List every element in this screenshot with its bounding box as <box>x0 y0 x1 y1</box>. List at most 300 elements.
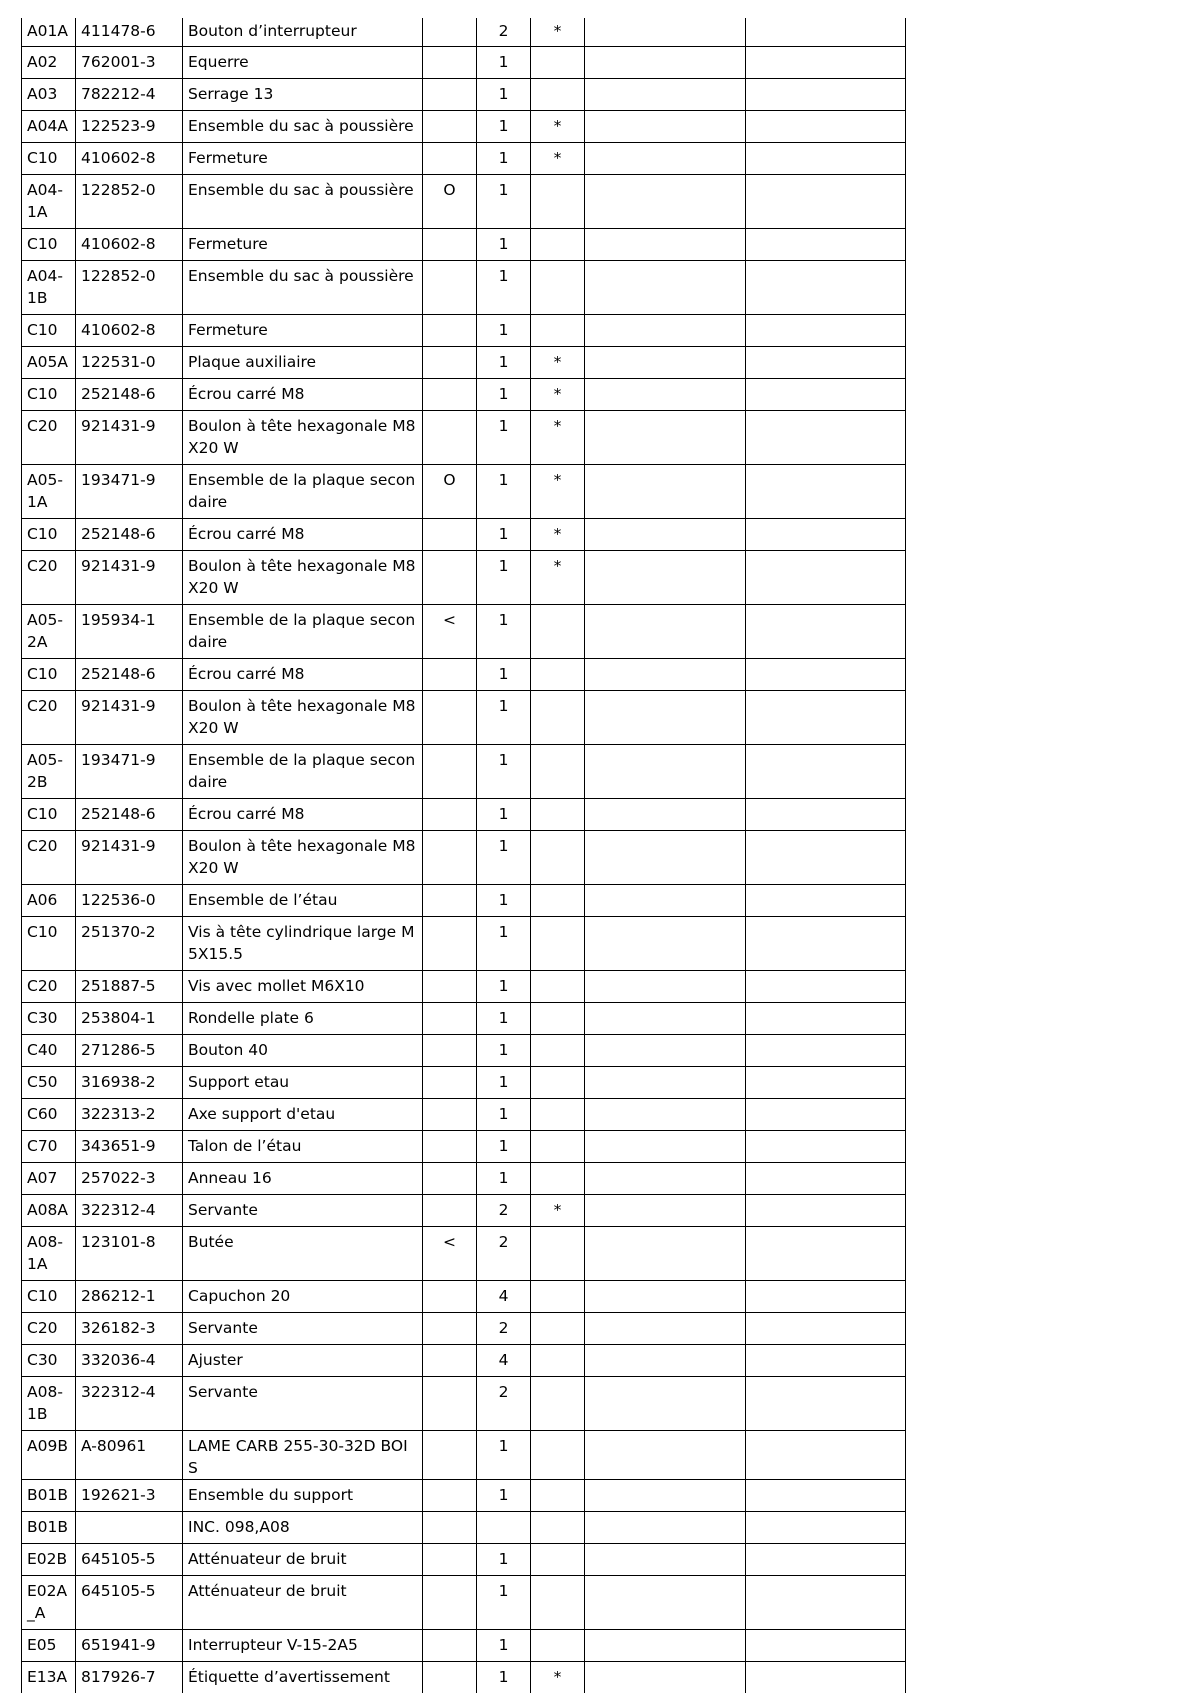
blank-cell <box>585 1226 746 1280</box>
blank-cell <box>746 830 906 884</box>
quantity-cell: 2 <box>477 1226 531 1280</box>
option-cell <box>423 1066 477 1098</box>
item-no-cell: A04A <box>22 110 76 142</box>
description-cell: Ensemble du sac à poussière <box>183 174 423 228</box>
blank-cell <box>585 228 746 260</box>
quantity-cell: 1 <box>477 1430 531 1479</box>
blank-cell <box>585 378 746 410</box>
quantity-cell <box>477 1511 531 1543</box>
item-no-cell: C10 <box>22 142 76 174</box>
option-cell: O <box>423 174 477 228</box>
blank-cell <box>746 550 906 604</box>
quantity-cell: 1 <box>477 46 531 78</box>
note-cell <box>531 884 585 916</box>
item-no-cell: A07 <box>22 1162 76 1194</box>
item-no-cell: A08-1B <box>22 1376 76 1430</box>
item-no-cell: A09B <box>22 1430 76 1479</box>
note-cell <box>531 1376 585 1430</box>
option-cell <box>423 1376 477 1430</box>
quantity-cell: 1 <box>477 464 531 518</box>
option-cell <box>423 1098 477 1130</box>
part-no-cell: 410602-8 <box>76 314 183 346</box>
note-cell <box>531 1226 585 1280</box>
table-row <box>22 690 906 744</box>
part-no-cell: 410602-8 <box>76 142 183 174</box>
blank-cell <box>746 1430 906 1479</box>
item-no-cell: A02 <box>22 46 76 78</box>
table-row <box>22 1162 906 1194</box>
item-no-cell: C20 <box>22 1312 76 1344</box>
blank-cell <box>746 174 906 228</box>
blank-cell <box>746 1002 906 1034</box>
part-no-cell: 411478-6 <box>76 18 183 46</box>
part-no-cell: 316938-2 <box>76 1066 183 1098</box>
blank-cell <box>585 260 746 314</box>
note-cell <box>531 1066 585 1098</box>
quantity-cell: 1 <box>477 884 531 916</box>
item-no-cell: B01B <box>22 1511 76 1543</box>
note-cell <box>531 1479 585 1511</box>
item-no-cell: C10 <box>22 916 76 970</box>
note-cell <box>531 1575 585 1629</box>
option-cell: O <box>423 464 477 518</box>
note-cell: * <box>531 1194 585 1226</box>
quantity-cell: 1 <box>477 346 531 378</box>
description-cell: LAME CARB 255-30-32D BOIS <box>183 1430 423 1479</box>
blank-cell <box>585 916 746 970</box>
item-no-cell: A01A <box>22 18 76 46</box>
blank-cell <box>585 18 746 46</box>
table-row <box>22 744 906 798</box>
part-no-cell: 252148-6 <box>76 798 183 830</box>
item-no-cell: C20 <box>22 690 76 744</box>
blank-cell <box>585 1034 746 1066</box>
blank-cell <box>746 142 906 174</box>
part-no-cell: 122531-0 <box>76 346 183 378</box>
blank-cell <box>746 1629 906 1661</box>
option-cell <box>423 228 477 260</box>
description-cell: Ensemble de la plaque secondaire <box>183 604 423 658</box>
blank-cell <box>585 604 746 658</box>
option-cell <box>423 830 477 884</box>
blank-cell <box>746 1376 906 1430</box>
description-cell: Plaque auxiliaire <box>183 346 423 378</box>
quantity-cell: 1 <box>477 1543 531 1575</box>
blank-cell <box>585 690 746 744</box>
note-cell <box>531 830 585 884</box>
table-row <box>22 604 906 658</box>
blank-cell <box>746 228 906 260</box>
table-row <box>22 1575 906 1629</box>
item-no-cell: C10 <box>22 314 76 346</box>
part-no-cell: 251887-5 <box>76 970 183 1002</box>
blank-cell <box>746 970 906 1002</box>
note-cell <box>531 690 585 744</box>
option-cell: < <box>423 604 477 658</box>
quantity-cell: 1 <box>477 690 531 744</box>
item-no-cell: C60 <box>22 1098 76 1130</box>
quantity-cell: 1 <box>477 260 531 314</box>
part-no-cell: 257022-3 <box>76 1162 183 1194</box>
description-cell: Boulon à tête hexagonale M8X20 W <box>183 410 423 464</box>
blank-cell <box>746 346 906 378</box>
part-no-cell: 252148-6 <box>76 658 183 690</box>
note-cell: * <box>531 110 585 142</box>
item-no-cell: C70 <box>22 1130 76 1162</box>
note-cell: * <box>531 1661 585 1693</box>
note-cell <box>531 970 585 1002</box>
note-cell <box>531 1098 585 1130</box>
blank-cell <box>585 798 746 830</box>
option-cell <box>423 744 477 798</box>
quantity-cell: 1 <box>477 410 531 464</box>
table-row <box>22 1376 906 1430</box>
quantity-cell: 1 <box>477 744 531 798</box>
note-cell <box>531 78 585 110</box>
option-cell <box>423 884 477 916</box>
description-cell: Étiquette d’avertissement <box>183 1661 423 1693</box>
blank-cell <box>746 518 906 550</box>
quantity-cell: 1 <box>477 658 531 690</box>
part-no-cell: 343651-9 <box>76 1130 183 1162</box>
description-cell: Bouton d’interrupteur <box>183 18 423 46</box>
table-row <box>22 1002 906 1034</box>
quantity-cell: 1 <box>477 228 531 260</box>
table-row <box>22 798 906 830</box>
quantity-cell: 2 <box>477 18 531 46</box>
part-no-cell: 651941-9 <box>76 1629 183 1661</box>
part-no-cell: 192621-3 <box>76 1479 183 1511</box>
item-no-cell: C10 <box>22 1280 76 1312</box>
blank-cell <box>746 916 906 970</box>
option-cell <box>423 1543 477 1575</box>
description-cell: Ensemble de la plaque secondaire <box>183 744 423 798</box>
table-row <box>22 142 906 174</box>
option-cell <box>423 110 477 142</box>
option-cell <box>423 1430 477 1479</box>
note-cell <box>531 1629 585 1661</box>
blank-cell <box>746 1226 906 1280</box>
blank-cell <box>585 1130 746 1162</box>
description-cell: Fermeture <box>183 142 423 174</box>
quantity-cell: 1 <box>477 970 531 1002</box>
option-cell <box>423 314 477 346</box>
blank-cell <box>585 1066 746 1098</box>
quantity-cell: 1 <box>477 1661 531 1693</box>
part-no-cell: 645105-5 <box>76 1575 183 1629</box>
description-cell: Interrupteur V-15-2A5 <box>183 1629 423 1661</box>
part-no-cell: 251370-2 <box>76 916 183 970</box>
blank-cell <box>585 1629 746 1661</box>
quantity-cell: 1 <box>477 110 531 142</box>
table-row <box>22 830 906 884</box>
blank-cell <box>585 1194 746 1226</box>
note-cell <box>531 228 585 260</box>
note-cell: * <box>531 518 585 550</box>
quantity-cell: 1 <box>477 1130 531 1162</box>
option-cell <box>423 378 477 410</box>
table-row <box>22 78 906 110</box>
part-no-cell: 817926-7 <box>76 1661 183 1693</box>
part-no-cell: 122523-9 <box>76 110 183 142</box>
item-no-cell: C20 <box>22 970 76 1002</box>
item-no-cell: C30 <box>22 1344 76 1376</box>
description-cell: Axe support d'etau <box>183 1098 423 1130</box>
table-row <box>22 1226 906 1280</box>
description-cell: Bouton 40 <box>183 1034 423 1066</box>
quantity-cell: 1 <box>477 916 531 970</box>
option-cell <box>423 916 477 970</box>
blank-cell <box>746 798 906 830</box>
table-row <box>22 346 906 378</box>
note-cell <box>531 744 585 798</box>
part-no-cell: 410602-8 <box>76 228 183 260</box>
item-no-cell: C10 <box>22 378 76 410</box>
table-row <box>22 658 906 690</box>
blank-cell <box>746 46 906 78</box>
option-cell <box>423 518 477 550</box>
table-row <box>22 1066 906 1098</box>
item-no-cell: A05-1A <box>22 464 76 518</box>
part-no-cell <box>76 1511 183 1543</box>
blank-cell <box>746 1661 906 1693</box>
blank-cell <box>746 1344 906 1376</box>
quantity-cell: 1 <box>477 142 531 174</box>
blank-cell <box>746 1575 906 1629</box>
quantity-cell: 1 <box>477 1066 531 1098</box>
option-cell <box>423 1312 477 1344</box>
blank-cell <box>585 1312 746 1344</box>
option-cell <box>423 142 477 174</box>
description-cell: Serrage 13 <box>183 78 423 110</box>
blank-cell <box>746 658 906 690</box>
table-row <box>22 1661 906 1693</box>
option-cell <box>423 1194 477 1226</box>
quantity-cell: 1 <box>477 1479 531 1511</box>
description-cell: Ajuster <box>183 1344 423 1376</box>
description-cell: Fermeture <box>183 314 423 346</box>
blank-cell <box>746 1162 906 1194</box>
table-row <box>22 260 906 314</box>
part-no-cell: 322312-4 <box>76 1194 183 1226</box>
part-no-cell: 921431-9 <box>76 830 183 884</box>
description-cell: Écrou carré M8 <box>183 658 423 690</box>
table-row <box>22 550 906 604</box>
table-row <box>22 1034 906 1066</box>
part-no-cell: 193471-9 <box>76 744 183 798</box>
option-cell <box>423 78 477 110</box>
blank-cell <box>585 1543 746 1575</box>
blank-cell <box>746 884 906 916</box>
description-cell: INC. 098,A08 <box>183 1511 423 1543</box>
item-no-cell: C20 <box>22 830 76 884</box>
note-cell: * <box>531 464 585 518</box>
quantity-cell: 1 <box>477 1098 531 1130</box>
part-no-cell: 252148-6 <box>76 378 183 410</box>
part-no-cell: 253804-1 <box>76 1002 183 1034</box>
part-no-cell: 332036-4 <box>76 1344 183 1376</box>
item-no-cell: A08A <box>22 1194 76 1226</box>
part-no-cell: 921431-9 <box>76 410 183 464</box>
table-row <box>22 1194 906 1226</box>
table-row <box>22 916 906 970</box>
part-no-cell: 122852-0 <box>76 260 183 314</box>
table-row <box>22 18 906 46</box>
note-cell <box>531 46 585 78</box>
part-no-cell: 782212-4 <box>76 78 183 110</box>
description-cell: Talon de l’étau <box>183 1130 423 1162</box>
description-cell: Écrou carré M8 <box>183 798 423 830</box>
part-no-cell: 322312-4 <box>76 1376 183 1430</box>
blank-cell <box>746 1479 906 1511</box>
description-cell: Servante <box>183 1194 423 1226</box>
option-cell <box>423 798 477 830</box>
table-row <box>22 1098 906 1130</box>
part-no-cell: 645105-5 <box>76 1543 183 1575</box>
blank-cell <box>746 1543 906 1575</box>
blank-cell <box>585 884 746 916</box>
description-cell: Ensemble du sac à poussière <box>183 260 423 314</box>
quantity-cell: 2 <box>477 1194 531 1226</box>
blank-cell <box>585 1162 746 1194</box>
note-cell: * <box>531 18 585 46</box>
blank-cell <box>746 464 906 518</box>
blank-cell <box>585 346 746 378</box>
blank-cell <box>585 314 746 346</box>
description-cell: Equerre <box>183 46 423 78</box>
part-no-cell: 122852-0 <box>76 174 183 228</box>
description-cell: Ensemble de l’étau <box>183 884 423 916</box>
description-cell: Ensemble de la plaque secondaire <box>183 464 423 518</box>
description-cell: Fermeture <box>183 228 423 260</box>
note-cell <box>531 1543 585 1575</box>
item-no-cell: B01B <box>22 1479 76 1511</box>
blank-cell <box>585 174 746 228</box>
quantity-cell: 1 <box>477 78 531 110</box>
item-no-cell: C10 <box>22 658 76 690</box>
table-row <box>22 1430 906 1479</box>
option-cell <box>423 1002 477 1034</box>
part-no-cell: 322313-2 <box>76 1098 183 1130</box>
blank-cell <box>585 830 746 884</box>
option-cell <box>423 346 477 378</box>
note-cell: * <box>531 550 585 604</box>
quantity-cell: 1 <box>477 518 531 550</box>
quantity-cell: 1 <box>477 830 531 884</box>
note-cell <box>531 916 585 970</box>
part-no-cell: 762001-3 <box>76 46 183 78</box>
blank-cell <box>585 744 746 798</box>
part-no-cell: 326182-3 <box>76 1312 183 1344</box>
part-no-cell: 123101-8 <box>76 1226 183 1280</box>
description-cell: Butée <box>183 1226 423 1280</box>
blank-cell <box>585 1344 746 1376</box>
option-cell <box>423 1511 477 1543</box>
quantity-cell: 1 <box>477 1034 531 1066</box>
blank-cell <box>585 46 746 78</box>
description-cell: Écrou carré M8 <box>183 378 423 410</box>
blank-cell <box>585 1661 746 1693</box>
blank-cell <box>746 1130 906 1162</box>
quantity-cell: 1 <box>477 550 531 604</box>
note-cell <box>531 174 585 228</box>
blank-cell <box>746 1511 906 1543</box>
note-cell <box>531 1034 585 1066</box>
note-cell <box>531 1344 585 1376</box>
blank-cell <box>585 970 746 1002</box>
blank-cell <box>746 1312 906 1344</box>
option-cell <box>423 690 477 744</box>
description-cell: Vis avec mollet M6X10 <box>183 970 423 1002</box>
blank-cell <box>585 78 746 110</box>
blank-cell <box>585 1511 746 1543</box>
blank-cell <box>585 1575 746 1629</box>
option-cell <box>423 1479 477 1511</box>
description-cell: Servante <box>183 1312 423 1344</box>
table-row <box>22 464 906 518</box>
blank-cell <box>746 378 906 410</box>
item-no-cell: C40 <box>22 1034 76 1066</box>
table-row <box>22 1511 906 1543</box>
parts-list-table <box>21 18 906 1693</box>
description-cell: Ensemble du sac à poussière <box>183 110 423 142</box>
item-no-cell: A05-2A <box>22 604 76 658</box>
table-row <box>22 378 906 410</box>
quantity-cell: 4 <box>477 1280 531 1312</box>
blank-cell <box>585 518 746 550</box>
item-no-cell: C20 <box>22 410 76 464</box>
quantity-cell: 1 <box>477 1002 531 1034</box>
item-no-cell: E02A_A <box>22 1575 76 1629</box>
description-cell: Boulon à tête hexagonale M8X20 W <box>183 690 423 744</box>
description-cell: Boulon à tête hexagonale M8X20 W <box>183 830 423 884</box>
option-cell <box>423 970 477 1002</box>
blank-cell <box>585 142 746 174</box>
table-row <box>22 410 906 464</box>
blank-cell <box>585 658 746 690</box>
blank-cell <box>585 464 746 518</box>
blank-cell <box>746 78 906 110</box>
item-no-cell: A08-1A <box>22 1226 76 1280</box>
note-cell <box>531 1002 585 1034</box>
blank-cell <box>746 1280 906 1312</box>
quantity-cell: 1 <box>477 378 531 410</box>
blank-cell <box>585 1430 746 1479</box>
table-row <box>22 1312 906 1344</box>
description-cell: Rondelle plate 6 <box>183 1002 423 1034</box>
description-cell: Atténuateur de bruit <box>183 1543 423 1575</box>
part-no-cell: 921431-9 <box>76 690 183 744</box>
item-no-cell: A04-1B <box>22 260 76 314</box>
option-cell <box>423 410 477 464</box>
item-no-cell: A06 <box>22 884 76 916</box>
quantity-cell: 2 <box>477 1312 531 1344</box>
option-cell <box>423 1034 477 1066</box>
table-row <box>22 1543 906 1575</box>
option-cell: < <box>423 1226 477 1280</box>
note-cell <box>531 1130 585 1162</box>
quantity-cell: 1 <box>477 1629 531 1661</box>
table-row <box>22 1344 906 1376</box>
part-no-cell: 193471-9 <box>76 464 183 518</box>
blank-cell <box>746 744 906 798</box>
blank-cell <box>746 1194 906 1226</box>
note-cell <box>531 314 585 346</box>
table-row <box>22 1130 906 1162</box>
blank-cell <box>746 260 906 314</box>
note-cell: * <box>531 346 585 378</box>
blank-cell <box>585 1376 746 1430</box>
